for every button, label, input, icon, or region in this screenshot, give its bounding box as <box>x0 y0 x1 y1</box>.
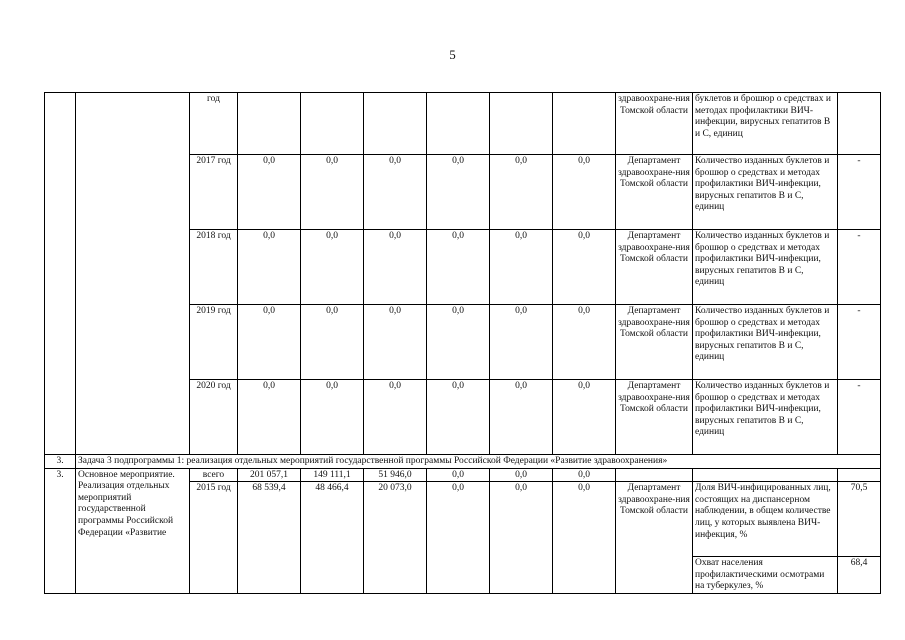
cell-indicator: Количество изданных буклетов и брошюр о средствах и методах профилактики ВИЧ-инфекции, вирусных гепатитов В и С, единиц <box>693 380 838 455</box>
cell-executor: Департамент здравоохране-ния Томской области <box>616 230 693 305</box>
task-row <box>45 455 881 469</box>
task-title: Задача 3 подпрограммы 1: реализация отдельных мероприятий государственной программы Российской Федерации «Развитие здравоохранения» <box>76 455 881 469</box>
cell-value: - <box>838 155 881 230</box>
cell-value: 68,4 <box>838 557 881 594</box>
cell-executor: Департамент здравоохране-ния Томской области <box>616 155 693 230</box>
table-row: 2015 год 68 539,4 48 466,4 20 073,0 0,0 0,0 0,0 Департамент здравоохране-ния Томской области Доля ВИЧ-инфицированных лиц, состоящих на диспансерном наблюдении, в общем количестве лиц, у которых выявлена ВИЧ-инфекция, % 70,5 <box>45 482 881 557</box>
table-row: 2019 год 0,0 0,0 0,0 0,0 0,0 0,0 Департамент здравоохране-ния Томской области Количество изданных буклетов и брошюр о средствах и методах профилактики ВИЧ-инфекции, вирусных гепатитов В и С, единиц - <box>45 305 881 380</box>
cell-num <box>45 93 76 455</box>
table-row: 2017 год 0,0 0,0 0,0 0,0 0,0 0,0 Департамент здравоохране-ния Томской области Количество изданных буклетов и брошюр о средствах и методах профилактики ВИЧ-инфекции, вирусных гепатитов В и С, единиц - <box>45 155 881 230</box>
cell-indicator: Количество изданных буклетов и брошюр о средствах и методах профилактики ВИЧ-инфекции, вирусных гепатитов В и С, единиц <box>693 230 838 305</box>
cell-year: 2019 год <box>190 305 238 380</box>
cell-year: 2020 год <box>190 380 238 455</box>
cell-executor: Департамент здравоохране-ния Томской области <box>616 380 693 455</box>
table-row: 2020 год 0,0 0,0 0,0 0,0 0,0 0,0 Департамент здравоохране-ния Томской области Количество изданных буклетов и брошюр о средствах и методах профилактики ВИЧ-инфекции, вирусных гепатитов В и С, единиц - <box>45 380 881 455</box>
event-name: Основное мероприятие. Реализация отдельных мероприятий государственной программы Российской Федерации «Развитие <box>76 468 190 594</box>
cell-indicator: Охват населения профилактическими осмотрами на туберкулез, % <box>693 557 838 594</box>
program-table <box>44 92 881 594</box>
task-number: 3. <box>45 455 76 469</box>
cell-year: всего <box>190 468 238 482</box>
table-row <box>45 93 881 155</box>
cell-indicator: Количество изданных буклетов и брошюр о средствах и методах профилактики ВИЧ-инфекции, вирусных гепатитов В и С, единиц <box>693 155 838 230</box>
page-number: 5 <box>449 47 456 62</box>
table-row: 2018 год 0,0 0,0 0,0 0,0 0,0 0,0 Департамент здравоохране-ния Томской области Количество изданных буклетов и брошюр о средствах и методах профилактики ВИЧ-инфекции, вирусных гепатитов В и С, единиц - <box>45 230 881 305</box>
cell-value: - <box>838 380 881 455</box>
cell-name <box>76 93 190 455</box>
cell-value: 70,5 <box>838 482 881 557</box>
cell-year: 2018 год <box>190 230 238 305</box>
cell-indicator: буклетов и брошюр о средствах и методах профилактики ВИЧ-инфекции, вирусных гепатитов В и С, единиц <box>693 93 838 155</box>
event-number: 3. <box>45 468 76 594</box>
cell-value: - <box>838 230 881 305</box>
cell-year: 2017 год <box>190 155 238 230</box>
cell-executor: Департамент здравоохране-ния Томской области <box>616 482 693 594</box>
cell-executor: Департамент здравоохране-ния Томской области <box>616 305 693 380</box>
cell-indicator: Количество изданных буклетов и брошюр о средствах и методах профилактики ВИЧ-инфекции, вирусных гепатитов В и С, единиц <box>693 305 838 380</box>
cell-year: 2015 год <box>190 482 238 594</box>
cell-value: - <box>838 305 881 380</box>
cell-year: год <box>190 93 238 155</box>
cell-executor: здравоохране-ния Томской области <box>616 93 693 155</box>
table-row: 3. Основное мероприятие. Реализация отдельных мероприятий государственной программы Российской Федерации «Развитие всего 201 057,1 149 111,1 51 946,0 0,0 0,0 0,0 <box>45 468 881 482</box>
cell-indicator: Доля ВИЧ-инфицированных лиц, состоящих на диспансерном наблюдении, в общем количестве лиц, у которых выявлена ВИЧ-инфекция, % <box>693 482 838 557</box>
